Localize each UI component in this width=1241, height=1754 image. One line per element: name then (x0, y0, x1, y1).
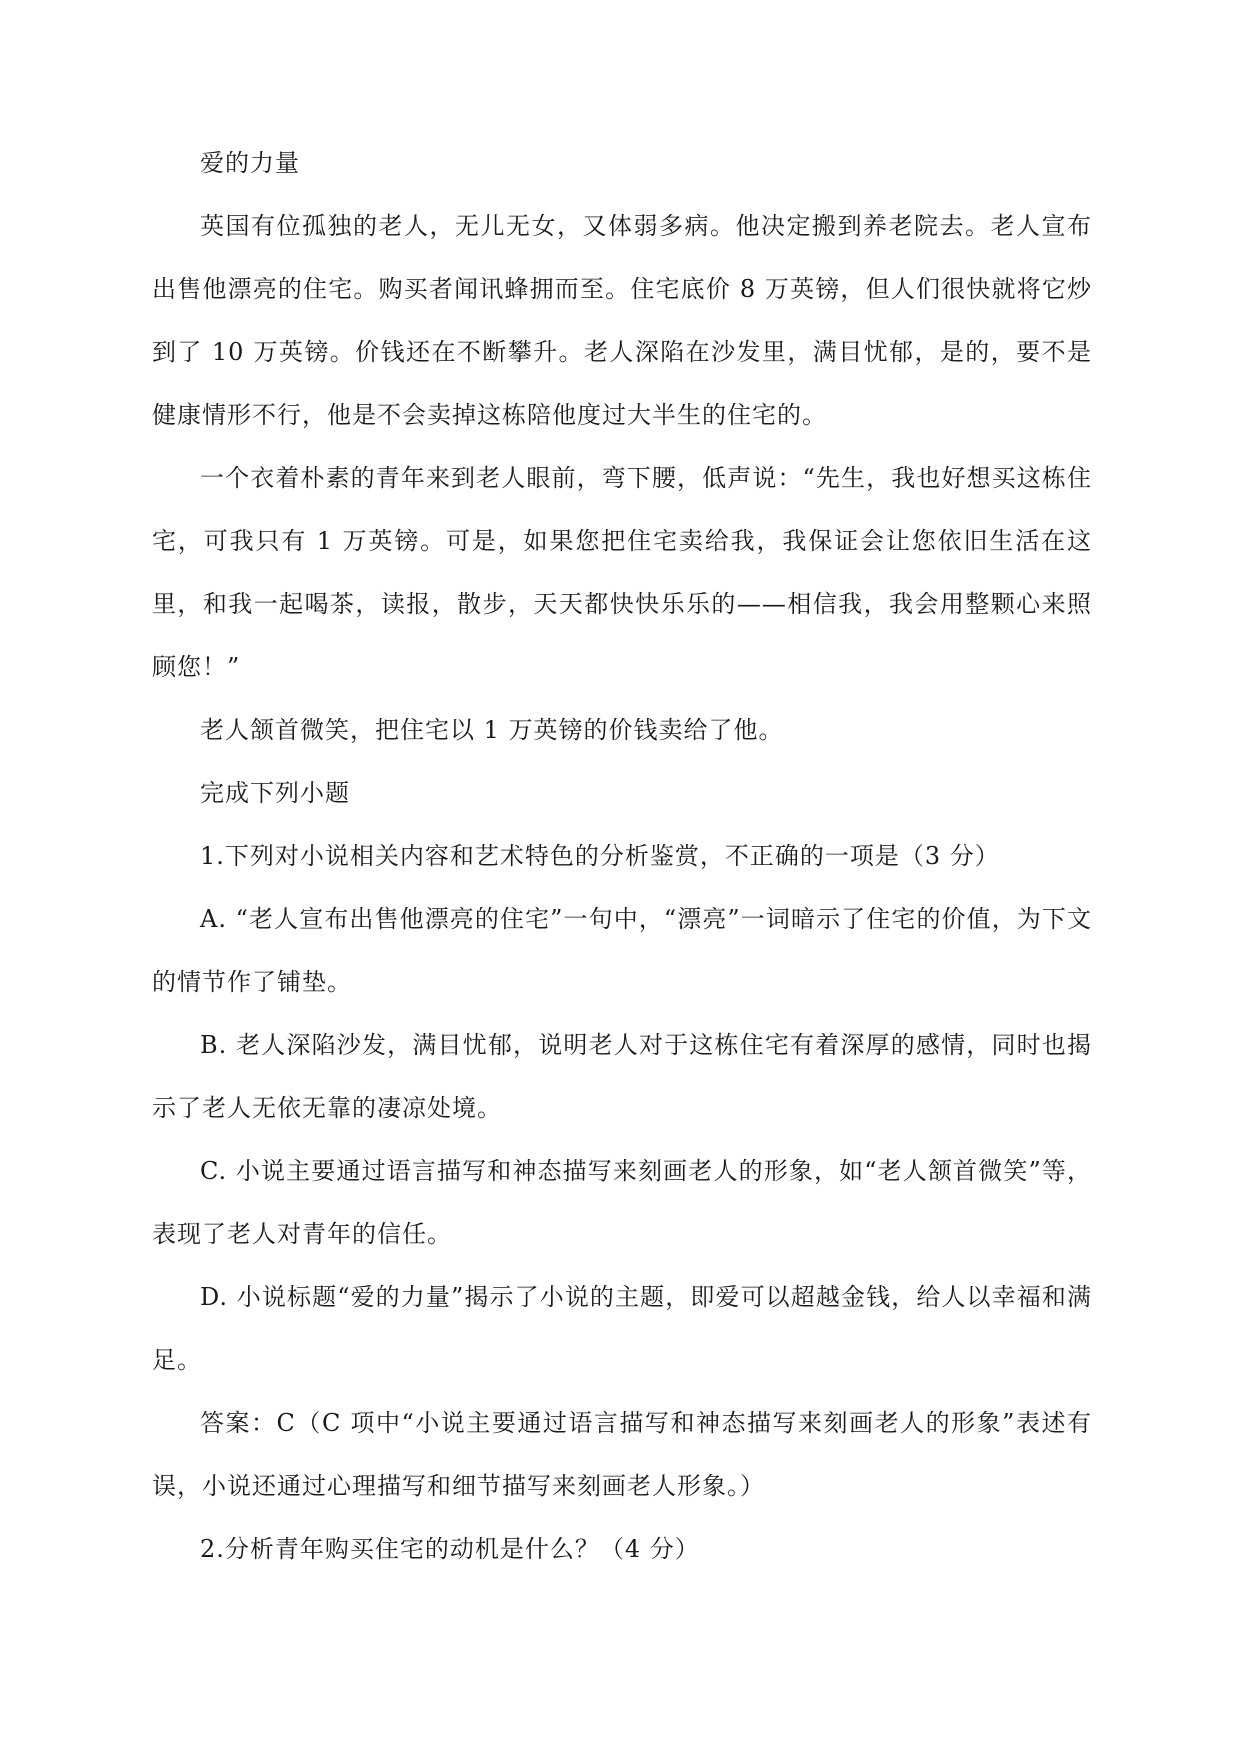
option-a: A. “老人宣布出售他漂亮的住宅”一句中，“漂亮”一词暗示了住宅的价值，为下文的情节作了铺垫。 (152, 905, 1092, 996)
option-d: D. 小说标题“爱的力量”揭示了小说的主题，即爱可以超越金钱，给人以幸福和满足。 (152, 1283, 1092, 1374)
document-page (152, 132, 1092, 1581)
story-title: 爱的力量 (200, 149, 300, 177)
question-1-stem: 1.下列对小说相关内容和艺术特色的分析鉴赏，不正确的一项是（3 分） (200, 842, 1000, 870)
story-paragraph-2: 一个衣着朴素的青年来到老人眼前，弯下腰，低声说：“先生，我也好想买这栋住宅，可我只有 1 万英镑。可是，如果您把住宅卖给我，我保证会让您依旧生活在这里，和我一起喝茶，读报，散步，天天都快快乐乐的——相信我，我会用整颗心来照顾您！” (152, 464, 1092, 681)
story-paragraph-3: 老人颔首微笑，把住宅以 1 万英镑的价钱卖给了他。 (200, 716, 784, 744)
question-2-stem: 2.分析青年购买住宅的动机是什么？（4 分） (200, 1535, 700, 1563)
instruction: 完成下列小题 (200, 779, 350, 807)
story-paragraph-1: 英国有位孤独的老人，无儿无女，又体弱多病。他决定搬到养老院去。老人宣布出售他漂亮的住宅。购买者闻讯蜂拥而至。住宅底价 8 万英镑，但人们很快就将它炒到了 10 万英镑。价钱还在不断攀升。老人深陷在沙发里，满目忧郁，是的，要不是健康情形不行，他是不会卖掉这栋陪他度过大半生的住宅的。 (152, 212, 1092, 429)
option-c: C. 小说主要通过语言描写和神态描写来刻画老人的形象，如“老人颔首微笑”等，表现了老人对青年的信任。 (152, 1157, 1092, 1248)
question-1-answer: 答案：C（C 项中“小说主要通过语言描写和神态描写来刻画老人的形象”表述有误，小说还通过心理描写和细节描写来刻画老人形象。） (152, 1409, 1092, 1500)
option-b: B. 老人深陷沙发，满目忧郁，说明老人对于这栋住宅有着深厚的感情，同时也揭示了老人无依无靠的凄凉处境。 (152, 1031, 1092, 1122)
